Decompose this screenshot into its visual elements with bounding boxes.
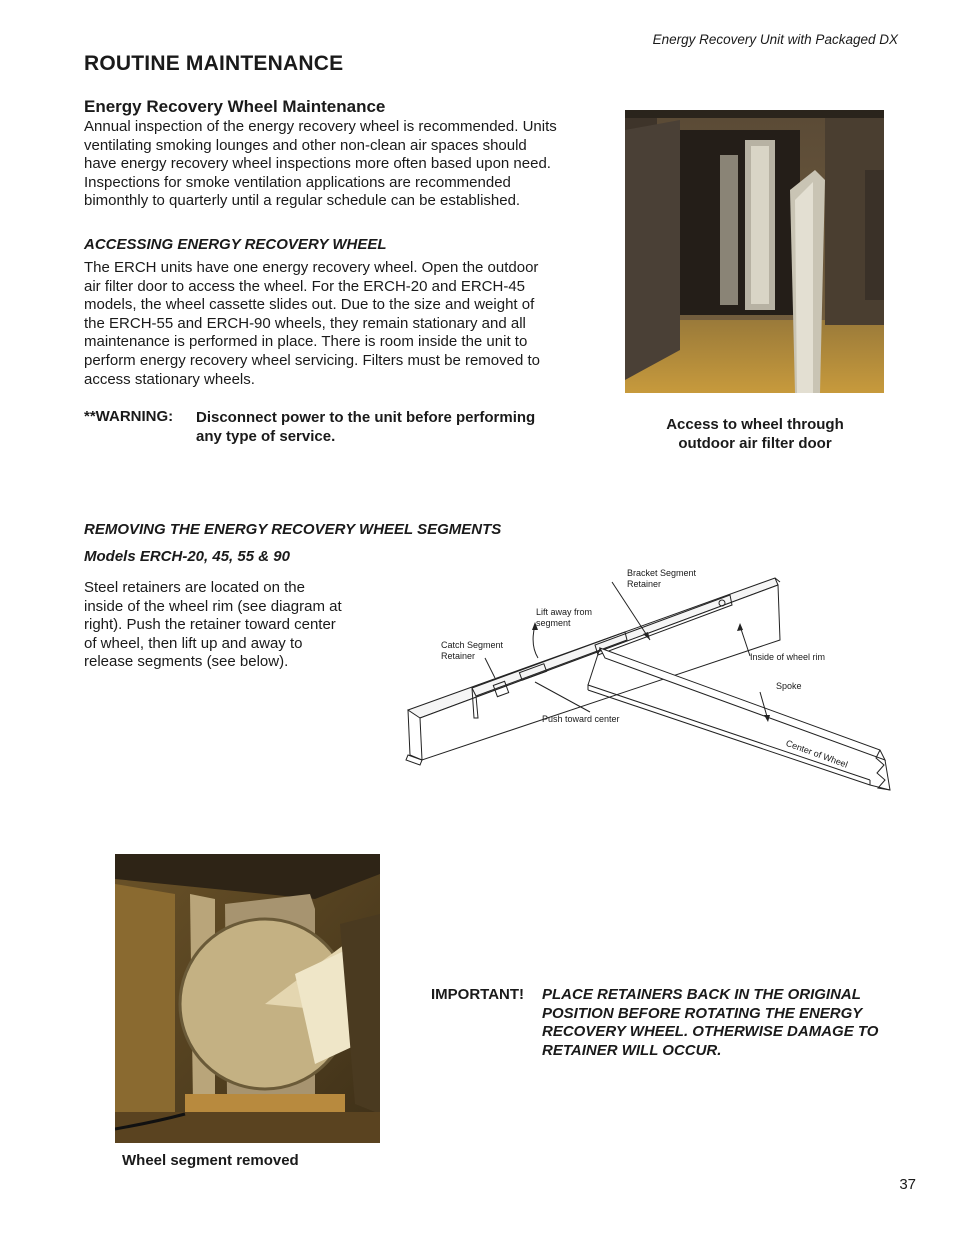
label-line: Retainer <box>441 651 476 661</box>
section-title: ROUTINE MAINTENANCE <box>84 52 344 75</box>
models-subheading: Models ERCH-20, 45, 55 & 90 <box>84 548 290 565</box>
important-line: RETAINER WILL OCCUR. <box>542 1041 722 1059</box>
label-inside-rim: Inside of wheel rim <box>750 652 826 662</box>
paragraph-line: maintenance is performed in place. There is room inside the unit to <box>84 333 528 351</box>
paragraph-line: release segments (see below). <box>84 653 289 671</box>
label-center-of-wheel: Center of Wheel <box>784 738 850 770</box>
retainer-diagram <box>400 560 900 805</box>
important-line: POSITION BEFORE ROTATING THE ENERGY <box>542 1004 863 1022</box>
paragraph-line: of wheel, then lift up and away to <box>84 634 303 652</box>
paragraph-line: inside of the wheel rim (see diagram at <box>84 597 342 615</box>
important-text <box>542 986 912 1060</box>
paragraph-line: right). Push the retainer toward center <box>84 616 336 634</box>
paragraph-line: Steel retainers are located on the <box>84 579 305 596</box>
paragraph-line: models, the wheel cassette slides out. Due to the size and weight of <box>84 296 535 314</box>
important-label: IMPORTANT! <box>431 986 525 1003</box>
removing-heading: REMOVING THE ENERGY RECOVERY WHEEL SEGMENTS <box>84 521 502 538</box>
accessing-heading: ACCESSING ENERGY RECOVERY WHEEL <box>84 236 387 253</box>
paragraph-line: the ERCH-55 and ERCH-90 wheels, they remain stationary and all <box>84 314 526 332</box>
paragraph-line: Annual inspection of the energy recovery wheel is recommended. Units <box>84 118 557 135</box>
wheel-maintenance-paragraph <box>84 118 614 211</box>
removing-paragraph <box>84 579 384 672</box>
paragraph-line: access stationary wheels. <box>84 370 255 388</box>
caption-line: Access to wheel through <box>666 416 844 433</box>
label-bracket-retainer <box>627 568 696 590</box>
label-line: segment <box>536 618 571 628</box>
warning-text <box>196 408 596 446</box>
important-line: RECOVERY WHEEL. OTHERWISE DAMAGE TO <box>542 1023 879 1040</box>
paragraph-line: ventilating smoking lounges and other non-clean air spaces should <box>84 136 527 154</box>
label-catch-retainer <box>441 640 503 662</box>
caption-line: outdoor air filter door <box>678 434 832 452</box>
paragraph-line: bimonthly to quarterly until a regular schedule can be established. <box>84 192 521 210</box>
warning-line: Disconnect power to the unit before performing <box>196 409 536 426</box>
label-push-center: Push toward center <box>542 714 620 724</box>
label-line: Bracket Segment <box>627 568 697 578</box>
paragraph-line: have energy recovery wheel inspections more often based upon need. <box>84 155 551 173</box>
label-spoke: Spoke <box>776 681 802 691</box>
running-header: Energy Recovery Unit with Packaged DX <box>652 32 898 47</box>
accessing-paragraph <box>84 259 614 389</box>
diagram-drawing <box>400 560 900 805</box>
label-line: Catch Segment <box>441 640 504 650</box>
important-line: PLACE RETAINERS BACK IN THE ORIGINAL <box>542 986 861 1003</box>
paragraph-line: perform energy recovery wheel servicing. Filters must be removed to <box>84 351 541 369</box>
paragraph-line: The ERCH units have one energy recovery wheel. Open the outdoor <box>84 259 539 276</box>
page-number: 37 <box>899 1176 916 1193</box>
access-photo-caption <box>625 416 885 453</box>
wheel-maintenance-heading: Energy Recovery Wheel Maintenance <box>84 97 386 116</box>
label-lift-away <box>536 607 592 629</box>
label-line: Retainer <box>627 579 662 589</box>
segment-removed-photo <box>115 854 380 1143</box>
access-door-photo <box>625 110 884 393</box>
paragraph-line: air filter door to access the wheel. For the ERCH-20 and ERCH-45 <box>84 277 526 295</box>
warning-line: any type of service. <box>196 428 336 445</box>
warning-label: **WARNING: <box>84 408 174 425</box>
segment-photo-caption: Wheel segment removed <box>122 1152 299 1169</box>
label-line: Lift away from <box>536 607 593 617</box>
paragraph-line: Inspections for smoke ventilation applications are recommended <box>84 173 511 191</box>
